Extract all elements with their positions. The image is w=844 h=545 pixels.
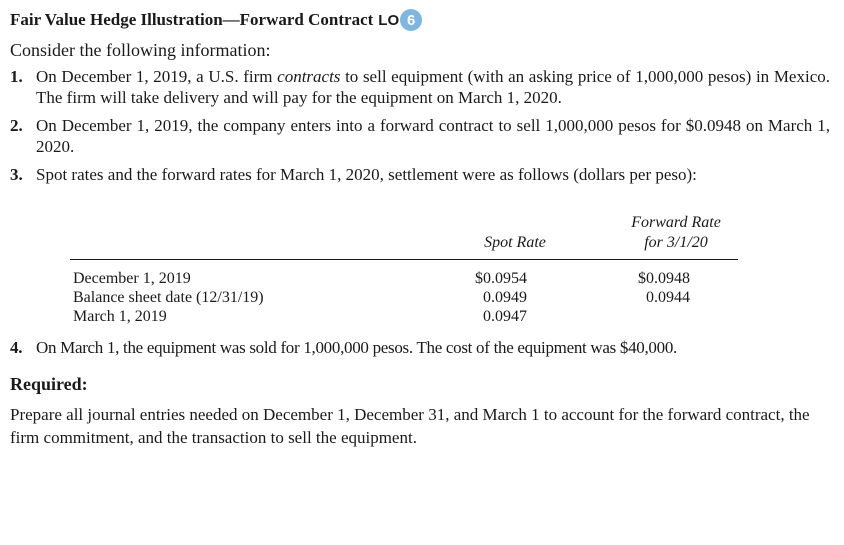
list-item: [10, 164, 830, 185]
table-cell-spot: 0.0947: [483, 308, 527, 325]
table-cell-spot: 0.0949: [483, 289, 527, 306]
spot-rate-header: Spot Rate: [484, 234, 546, 251]
item-text: [36, 66, 830, 108]
item-text: Spot rates and the forward rates for March 1, 2020, settlement were as follows (dollars per peso):: [36, 165, 697, 184]
table-row-label: March 1, 2019: [73, 308, 167, 325]
table-row-label: Balance sheet date (12/31/19): [73, 289, 264, 306]
rates-table: [10, 185, 830, 325]
item-text: On March 1, the equipment was sold for 1,000,000 pesos. The cost of the equipment was $40,000.: [36, 338, 677, 357]
item-number: 4.: [10, 338, 23, 357]
list-item: [10, 337, 830, 358]
item-text: On December 1, 2019, the company enters into a forward contract to sell 1,000,000 pesos for $0.0948 on March 1, 2020.: [36, 116, 830, 156]
intro-text: Consider the following information:: [10, 40, 271, 60]
table-cell-spot: $0.0954: [475, 270, 527, 287]
item-text-part: to sell equipment (with an asking price of 1,000,000 pesos) in Mexico. The firm will take delivery and will pay for the equipment on March 1, 2020.: [36, 67, 830, 107]
table-cell-forward: 0.0944: [646, 289, 690, 306]
learning-objective-tag: [378, 9, 422, 31]
problem-heading: [10, 8, 830, 32]
required-heading: Required:: [10, 374, 88, 394]
table-row-label: December 1, 2019: [73, 270, 191, 287]
table-cell-forward: $0.0948: [638, 270, 690, 287]
table-header-rule: [70, 259, 738, 260]
item-text-part: On December 1, 2019, a U.S. firm: [36, 67, 278, 86]
item-number: 3.: [10, 165, 23, 184]
item-number: 2.: [10, 116, 23, 135]
lo-label: LO: [378, 11, 400, 29]
lo-number-badge: 6: [400, 9, 422, 31]
forward-rate-header-line2: for 3/1/20: [644, 234, 708, 251]
item-number: 1.: [10, 67, 23, 86]
item-text-emphasis: contracts: [277, 67, 341, 86]
list-item: [10, 115, 830, 157]
problem-title: Fair Value Hedge Illustration—Forward Contract: [10, 10, 374, 29]
required-text: Prepare all journal entries needed on December 1, December 31, and March 1 to account for the forward contract, the firm commitment, and the transaction to sell the equipment.: [10, 405, 810, 447]
forward-rate-header: [606, 213, 746, 253]
list-item: [10, 66, 830, 108]
problem-page: [10, 8, 830, 449]
forward-rate-header-line1: Forward Rate: [631, 214, 721, 231]
